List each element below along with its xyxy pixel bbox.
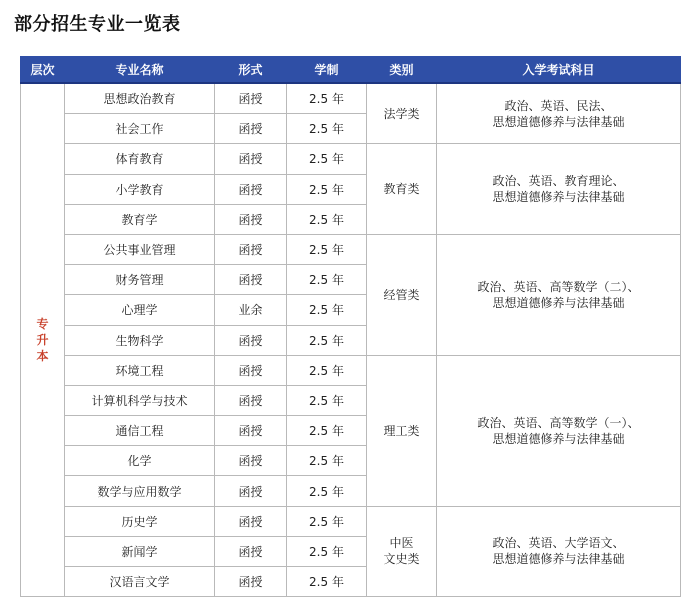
study-form: 函授 <box>215 355 287 385</box>
exam-subjects-cell <box>437 83 681 144</box>
category-label: 教育类 <box>383 182 420 197</box>
study-form: 函授 <box>215 416 287 446</box>
level-cell <box>21 83 65 597</box>
header-level: 层次 <box>21 57 65 84</box>
study-duration: 2.5 年 <box>287 114 367 144</box>
page-title: 部分招生专业一览表 <box>14 14 181 35</box>
major-name: 社会工作 <box>65 114 215 144</box>
major-name: 财务管理 <box>65 265 215 295</box>
category-label: 法学类 <box>383 106 420 121</box>
major-name: 化学 <box>65 446 215 476</box>
category-cell <box>367 234 437 355</box>
exam-subjects-cell <box>437 234 681 355</box>
majors-table <box>20 56 681 597</box>
exam-subjects-line: 政治、英语、高等数学（二）、 <box>477 279 640 294</box>
major-name: 历史学 <box>65 506 215 536</box>
exam-subjects-line: 政治、英语、高等数学（一）、 <box>477 415 640 430</box>
major-name: 汉语言文学 <box>65 567 215 597</box>
table-row <box>21 355 681 385</box>
study-form: 函授 <box>215 446 287 476</box>
major-name: 公共事业管理 <box>65 234 215 264</box>
exam-subjects-line: 思想道德修养与法律基础 <box>492 295 625 310</box>
table-header-row <box>21 57 681 84</box>
study-form: 函授 <box>215 385 287 415</box>
study-duration: 2.5 年 <box>287 325 367 355</box>
category-cell <box>367 355 437 506</box>
study-duration: 2.5 年 <box>287 536 367 566</box>
major-name: 思想政治教育 <box>65 83 215 114</box>
category-cell <box>367 144 437 235</box>
major-name: 新闻学 <box>65 536 215 566</box>
study-duration: 2.5 年 <box>287 355 367 385</box>
major-name: 小学教育 <box>65 174 215 204</box>
category-cell <box>367 506 437 597</box>
major-name: 数学与应用数学 <box>65 476 215 506</box>
exam-subjects-line: 思想道德修养与法律基础 <box>492 431 625 446</box>
table-body <box>21 83 681 597</box>
study-duration: 2.5 年 <box>287 265 367 295</box>
study-form: 业余 <box>215 295 287 325</box>
category-cell <box>367 83 437 144</box>
table-row <box>21 506 681 536</box>
category-label: 经管类 <box>383 287 420 302</box>
exam-subjects-line: 政治、英语、大学语文、 <box>492 536 625 551</box>
study-duration: 2.5 年 <box>287 295 367 325</box>
exam-subjects-cell <box>437 144 681 235</box>
study-form: 函授 <box>215 174 287 204</box>
exam-subjects-line: 思想道德修养与法律基础 <box>492 552 625 567</box>
exam-subjects-line: 思想道德修养与法律基础 <box>492 114 625 129</box>
header-category: 类别 <box>367 57 437 84</box>
table-row <box>21 144 681 174</box>
study-form: 函授 <box>215 83 287 114</box>
major-name: 环境工程 <box>65 355 215 385</box>
header-major: 专业名称 <box>65 57 215 84</box>
major-name: 通信工程 <box>65 416 215 446</box>
exam-subjects-cell <box>437 506 681 597</box>
study-duration: 2.5 年 <box>287 416 367 446</box>
study-duration: 2.5 年 <box>287 204 367 234</box>
category-label: 文史类 <box>383 552 420 567</box>
study-form: 函授 <box>215 325 287 355</box>
major-name: 教育学 <box>65 204 215 234</box>
study-duration: 2.5 年 <box>287 174 367 204</box>
exam-subjects-line: 政治、英语、教育理论、 <box>492 174 625 189</box>
study-duration: 2.5 年 <box>287 234 367 264</box>
exam-subjects-cell <box>437 355 681 506</box>
header-duration: 学制 <box>287 57 367 84</box>
major-name: 生物科学 <box>65 325 215 355</box>
major-name: 体育教育 <box>65 144 215 174</box>
level-label: 专升本 <box>36 317 49 364</box>
table-row <box>21 83 681 114</box>
study-form: 函授 <box>215 204 287 234</box>
study-duration: 2.5 年 <box>287 83 367 114</box>
header-form: 形式 <box>215 57 287 84</box>
exam-subjects-line: 政治、英语、民法、 <box>504 98 613 113</box>
study-form: 函授 <box>215 144 287 174</box>
exam-subjects-line: 思想道德修养与法律基础 <box>492 190 625 205</box>
category-label: 理工类 <box>383 423 420 438</box>
study-form: 函授 <box>215 567 287 597</box>
study-form: 函授 <box>215 234 287 264</box>
study-form: 函授 <box>215 536 287 566</box>
study-form: 函授 <box>215 265 287 295</box>
study-duration: 2.5 年 <box>287 567 367 597</box>
study-form: 函授 <box>215 476 287 506</box>
study-duration: 2.5 年 <box>287 144 367 174</box>
study-duration: 2.5 年 <box>287 385 367 415</box>
study-duration: 2.5 年 <box>287 506 367 536</box>
study-duration: 2.5 年 <box>287 446 367 476</box>
major-name: 心理学 <box>65 295 215 325</box>
study-form: 函授 <box>215 114 287 144</box>
study-form: 函授 <box>215 506 287 536</box>
category-label: 中医 <box>389 536 414 551</box>
study-duration: 2.5 年 <box>287 476 367 506</box>
major-name: 计算机科学与技术 <box>65 385 215 415</box>
header-subjects: 入学考试科目 <box>437 57 681 84</box>
table-row <box>21 234 681 264</box>
